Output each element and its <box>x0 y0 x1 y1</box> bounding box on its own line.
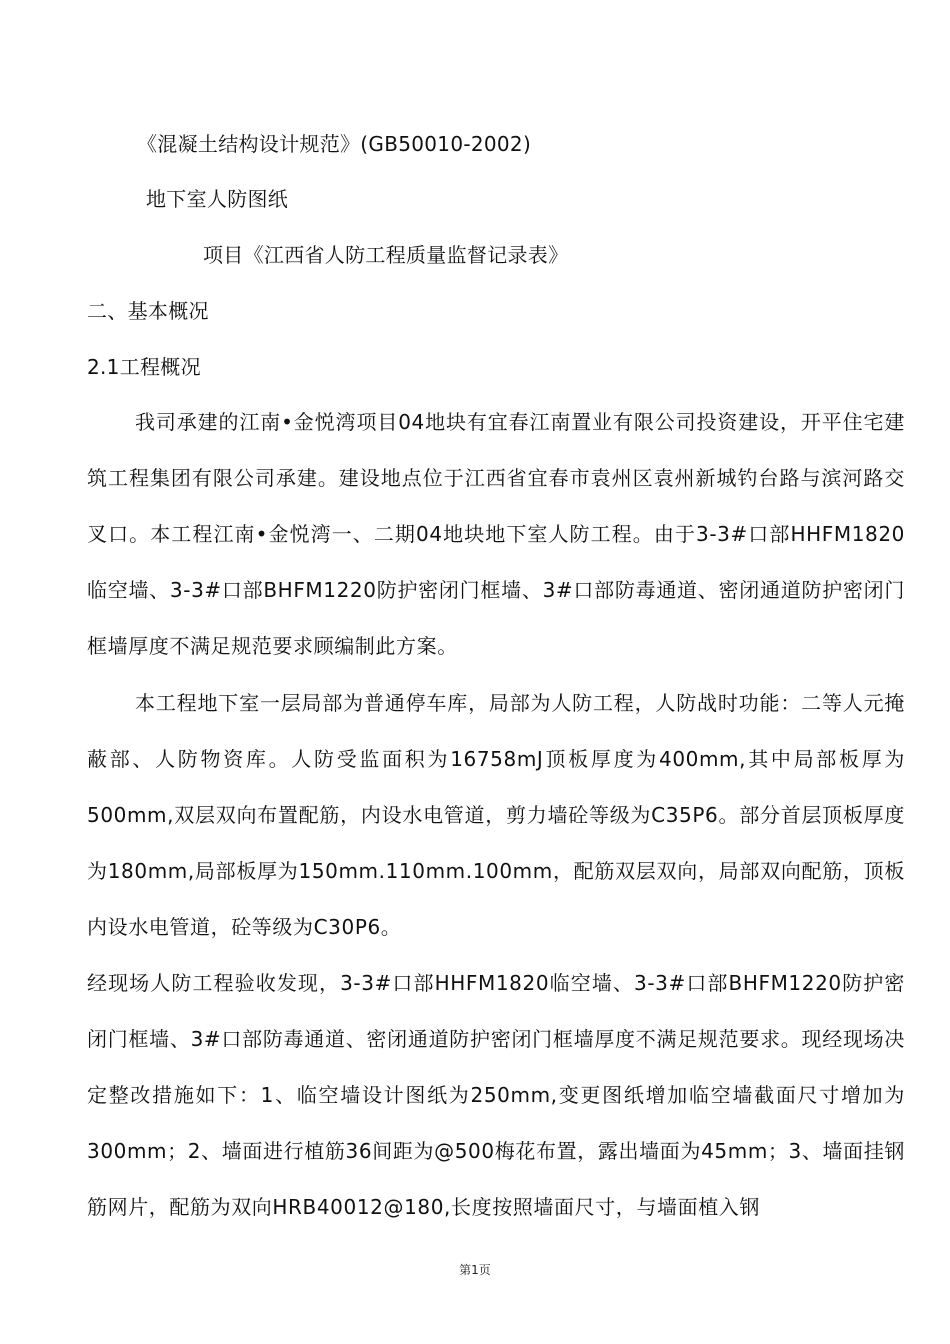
section-subheading: 2.1工程概况 <box>87 355 201 379</box>
reference-drawings: 地下室人防图纸 <box>146 187 289 211</box>
page-number: 第1页 <box>459 1263 491 1277</box>
paragraph-inspection-findings: 经现场人防工程验收发现，3-3#口部HHFM1820临空墙、3-3#口部BHFM1220防护密闭门框墙、3#口部防毒通道、密闭通道防护密闭门框墙厚度不满足规范要求。现经现场决定整改措施如下：1、临空墙设计图纸为250mm,变更图纸增加临空墙截面尺寸增加为300mm；2、墙面进行植筋36间距为@500梅花布置，露出墙面为45mm；3、墙面挂钢筋网片，配筋为双向HRB40012@180,长度按照墙面尺寸，与墙面植入钢 <box>87 971 905 1219</box>
paragraph-project-overview: 我司承建的江南•金悦湾项目04地块有宜春江南置业有限公司投资建设，开平住宅建筑工程集团有限公司承建。建设地点位于江西省宜春市袁州区袁州新城钓台路与滨河路交叉口。本工程江南•金悦湾一、二期04地块地下室人防工程。由于3-3#口部HHFM1820临空墙、3-3#口部BHFM1220防护密闭门框墙、3#口部防毒通道、密闭通道防护密闭门框墙厚度不满足规范要求顾编制此方案。 <box>87 410 905 658</box>
reference-code-spec: 《混凝土结构设计规范》(GB50010-2002) <box>137 132 532 156</box>
reference-record-form: 项目《江西省人防工程质量监督记录表》 <box>203 243 569 267</box>
section-heading: 二、基本概况 <box>87 299 209 323</box>
paragraph-basement-description: 本工程地下室一层局部为普通停车库，局部为人防工程，人防战时功能：二等人元掩蔽部、人防物资库。人防受监面积为16758mJ顶板厚度为400mm,其中局部板厚为500mm,双层双向布置配筋，内设水电管道，剪力墙砼等级为C35P6。部分首层顶板厚度为180mm,局部板厚为150mm.110mm.100mm，配筋双层双向，局部双向配筋，顶板内设水电管道，砼等级为C30P6。 <box>87 691 905 939</box>
